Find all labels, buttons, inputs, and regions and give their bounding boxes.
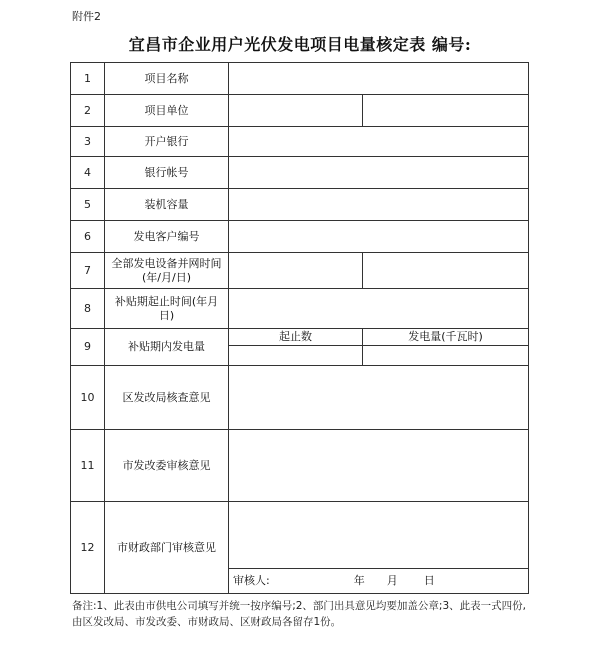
row-label: 市发改委审核意见 (105, 430, 229, 502)
row-number: 12 (71, 502, 105, 594)
row-label: 银行帐号 (105, 157, 229, 189)
row-number: 8 (71, 289, 105, 329)
remarks-note: 备注:1、此表由市供电公司填写并统一按序编号;2、部门出具意见均要加盖公章;3、此表一式四份,由区发改局、市发改委、市财政局、区财政局各留存1份。 (72, 600, 526, 628)
table-row (71, 95, 529, 127)
grid-connection-extra-field[interactable] (363, 253, 529, 289)
form-title: 宜昌市企业用户光伏发电项目电量核定表 编号: (128, 35, 472, 54)
table-row (71, 189, 529, 221)
table-row (71, 289, 529, 329)
row-label: 开户银行 (105, 127, 229, 157)
row-number: 7 (71, 253, 105, 289)
row-number: 6 (71, 221, 105, 253)
reviewer-label: 审核人: (233, 574, 270, 587)
row-number: 2 (71, 95, 105, 127)
row-label: 补贴期起止时间(年月 日) (105, 289, 229, 329)
signature-line (229, 568, 528, 593)
row-label: 发电客户编号 (105, 221, 229, 253)
grid-connection-date-field[interactable] (229, 253, 363, 289)
district-review-field[interactable] (229, 366, 529, 430)
month-label: 月 (386, 574, 398, 587)
year-label: 年 (353, 574, 365, 587)
bank-field[interactable] (229, 127, 529, 157)
row-number: 1 (71, 63, 105, 95)
customer-number-field[interactable] (229, 221, 529, 253)
row-number: 11 (71, 430, 105, 502)
table-row (71, 366, 529, 430)
row-label: 项目名称 (105, 63, 229, 95)
table-row (71, 63, 529, 95)
row-number: 10 (71, 366, 105, 430)
verification-form-table (70, 62, 529, 594)
row-label: 市财政部门审核意见 (105, 502, 229, 594)
generation-amount-field[interactable] (363, 346, 529, 366)
subsidy-period-field[interactable] (229, 289, 529, 329)
row-label: 区发改局核查意见 (105, 366, 229, 430)
table-row (71, 502, 529, 594)
project-name-field[interactable] (229, 63, 529, 95)
row-number: 9 (71, 329, 105, 366)
city-drc-review-field[interactable] (229, 430, 529, 502)
attachment-label: 附件2 (72, 10, 101, 23)
sub-header-generation: 发电量(千瓦时) (363, 329, 529, 346)
row-number: 5 (71, 189, 105, 221)
table-row (71, 157, 529, 189)
day-label: 日 (423, 574, 435, 587)
row-label: 全部发电设备并网时间 (年/月/日) (105, 253, 229, 289)
installed-capacity-field[interactable] (229, 189, 529, 221)
project-unit-field[interactable] (229, 95, 363, 127)
table-row (71, 329, 529, 346)
table-row (71, 430, 529, 502)
project-unit-extra-field[interactable] (363, 95, 529, 127)
row-label: 项目单位 (105, 95, 229, 127)
table-row (71, 221, 529, 253)
table-row (71, 127, 529, 157)
bank-account-field[interactable] (229, 157, 529, 189)
row-number: 3 (71, 127, 105, 157)
table-row (71, 253, 529, 289)
sub-header-start-end: 起止数 (229, 329, 363, 346)
finance-review-field[interactable] (229, 502, 529, 594)
meter-reading-field[interactable] (229, 346, 363, 366)
row-number: 4 (71, 157, 105, 189)
row-label: 补贴期内发电量 (105, 329, 229, 366)
row-label: 装机容量 (105, 189, 229, 221)
